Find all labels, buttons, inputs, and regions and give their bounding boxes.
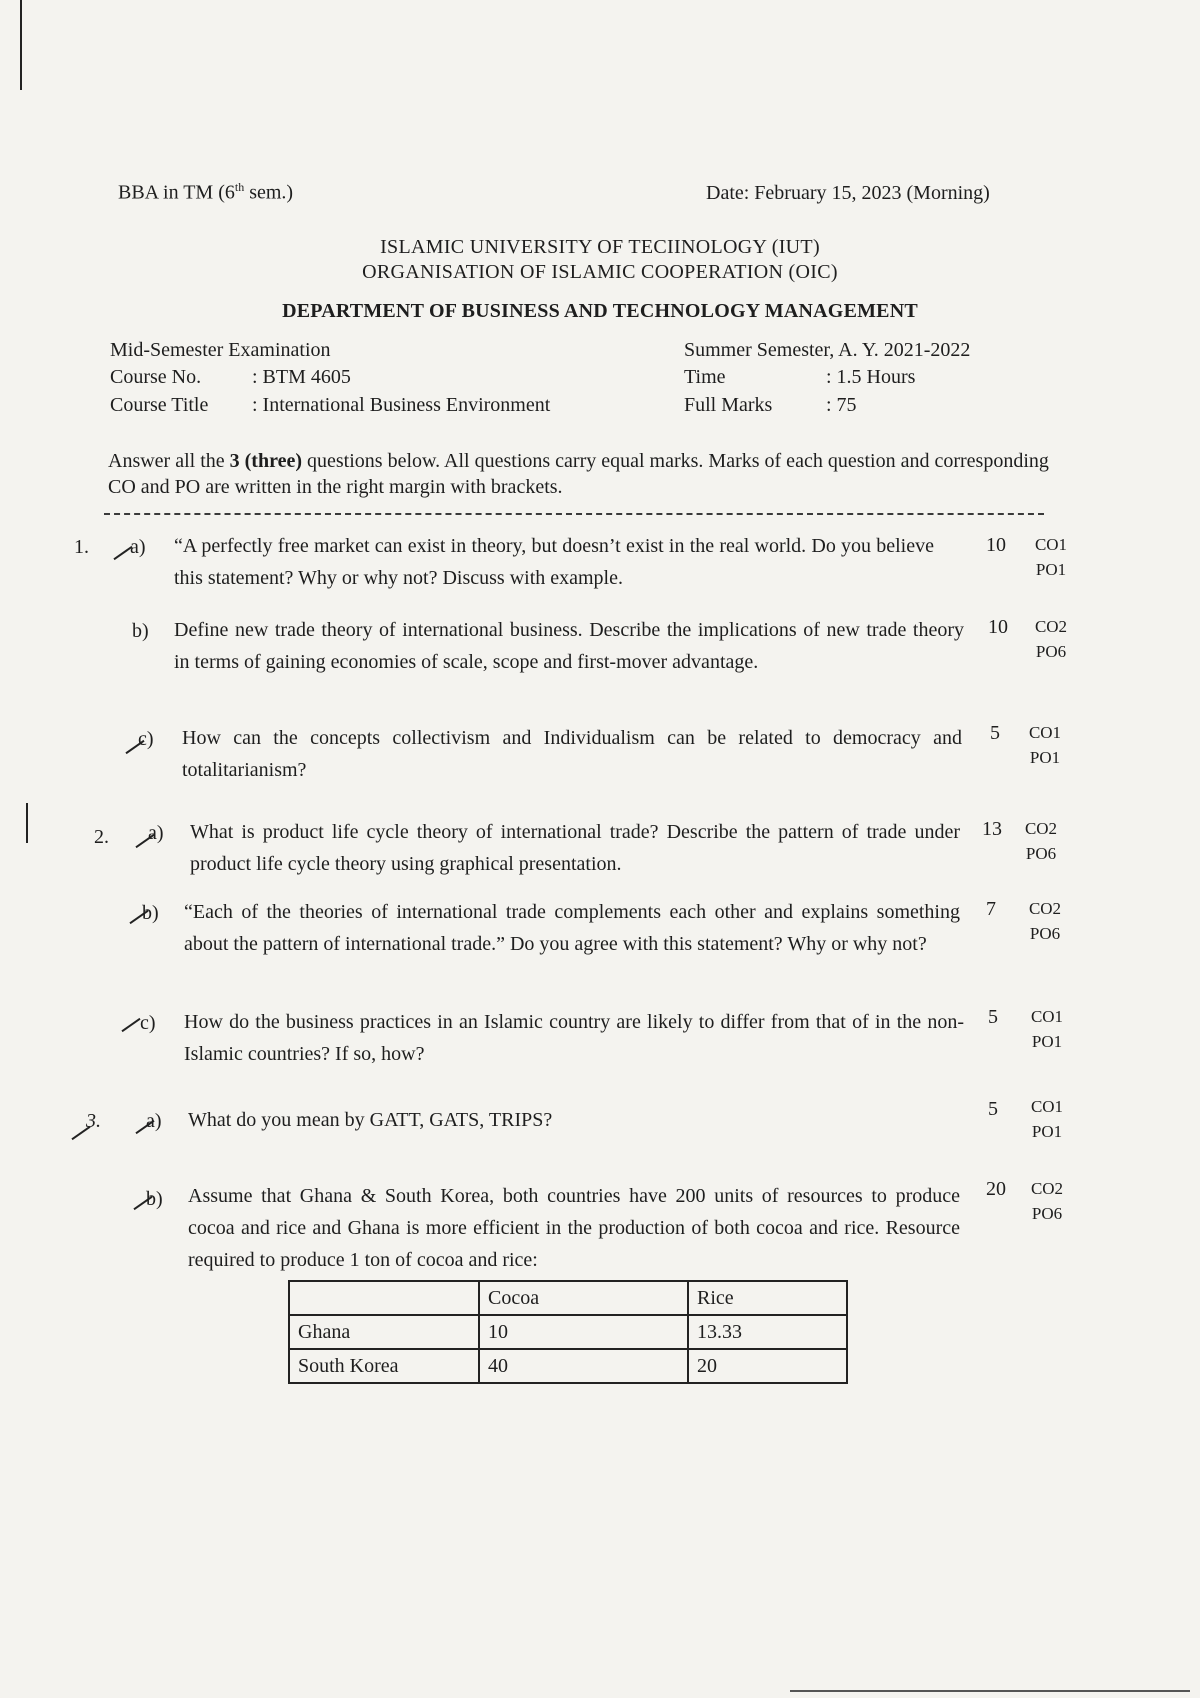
question-marks: 5 [988, 1098, 998, 1120]
semester: Summer Semester, A. Y. 2021-2022 [684, 339, 971, 361]
question-marks: 10 [988, 616, 1008, 638]
course-title: : International Business Environment [252, 394, 551, 416]
part-label: a) [146, 1110, 162, 1132]
resource-table [288, 1280, 848, 1384]
part-label: b) [132, 620, 149, 642]
part-label: b) [142, 902, 159, 924]
separator-line [104, 513, 1044, 515]
tick-mark [121, 1018, 140, 1032]
organisation-name: ORGANISATION OF ISLAMIC COOPERATION (OIC) [362, 261, 838, 283]
instructions: Answer all the 3 (three) questions below. All questions carry equal marks. Marks of each question and corresponding CO and PO are written in the right margin with brackets. [108, 450, 1049, 498]
course-title-label: Course Title [110, 394, 209, 416]
question-marks: 5 [988, 1006, 998, 1028]
university-name: ISLAMIC UNIVERSITY OF TECIINOLOGY (IUT) [380, 236, 820, 258]
table-header-cell [289, 1281, 479, 1315]
course-no: : BTM 4605 [252, 366, 351, 388]
full-marks-label: Full Marks [684, 394, 773, 416]
table-header-row [289, 1281, 847, 1315]
part-label: c) [138, 728, 154, 750]
co-po-label: CO1 PO1 [1030, 1097, 1064, 1141]
full-marks-value: : 75 [826, 394, 857, 416]
part-label: c) [140, 1012, 156, 1034]
question-text: What do you mean by GATT, GATS, TRIPS? [188, 1109, 553, 1131]
question-marks: 7 [986, 898, 996, 920]
table-cell: 13.33 [688, 1315, 847, 1349]
question-text: “Each of the theories of international trade complements each other and explains something about the pattern of international trade.” Do you agree with this statement? Why or why not? [184, 901, 960, 955]
question-marks: 20 [986, 1178, 1006, 1200]
question-marks: 10 [986, 534, 1006, 556]
table-cell: 40 [479, 1349, 688, 1383]
table-header-cell: Cocoa [479, 1281, 688, 1315]
table-cell: Ghana [289, 1315, 479, 1349]
course-no-label: Course No. [110, 366, 202, 388]
question-number: 2. [94, 826, 109, 848]
table-row [289, 1349, 847, 1383]
part-label: a) [148, 822, 164, 844]
co-po-label: CO2 PO6 [1028, 899, 1062, 943]
co-po-label: CO2 PO6 [1034, 617, 1068, 661]
question-text: What is product life cycle theory of international trade? Describe the pattern of trade under product life cycle theory using graphical presentation. [190, 821, 960, 875]
co-po-label: CO1 PO1 [1028, 723, 1062, 767]
co-po-label: CO2 PO6 [1024, 819, 1058, 863]
co-po-label: CO1 PO1 [1034, 535, 1068, 579]
question-number: 3. [86, 1110, 101, 1132]
co-po-label: CO2 PO6 [1030, 1179, 1064, 1223]
time-value: : 1.5 Hours [826, 366, 916, 388]
question-number: 1. [74, 536, 89, 558]
question-text: “A perfectly free market can exist in theory, but doesn’t exist in the real world. Do you believe this statement? Why or why not? Discuss with example. [174, 535, 934, 589]
program-label: BBA in TM (6th sem.) [118, 180, 294, 204]
part-label: b) [146, 1188, 163, 1210]
question-text: How can the concepts collectivism and Individualism can be related to democracy and totalitarianism? [182, 727, 962, 781]
table-row [289, 1315, 847, 1349]
question-text: How do the business practices in an Islamic country are likely to differ from that of in the non-Islamic countries? If so, how? [184, 1011, 964, 1065]
time-label: Time [684, 366, 726, 388]
department-name: DEPARTMENT OF BUSINESS AND TECHNOLOGY MANAGEMENT [282, 300, 918, 322]
scan-bottom-line [790, 1690, 1190, 1692]
exam-name: Mid-Semester Examination [110, 339, 331, 361]
scan-edge-mark [26, 803, 28, 843]
table-cell: South Korea [289, 1349, 479, 1383]
question-text: Define new trade theory of international business. Describe the implications of new trade theory in terms of gaining economies of scale, scope and first-mover advantage. [174, 619, 964, 673]
co-po-label: CO1 PO1 [1030, 1007, 1064, 1051]
question-text: Assume that Ghana & South Korea, both countries have 200 units of resources to produce cocoa and rice and Ghana is more efficient in the production of both cocoa and rice. Resource required to produce 1 ton of cocoa and rice: [188, 1185, 960, 1271]
table-header-cell: Rice [688, 1281, 847, 1315]
question-marks: 13 [982, 818, 1002, 840]
exam-date: Date: February 15, 2023 (Morning) [706, 182, 990, 204]
part-label: a) [130, 536, 146, 558]
table-cell: 10 [479, 1315, 688, 1349]
scan-edge-mark [20, 0, 22, 90]
question-marks: 5 [990, 722, 1000, 744]
table-cell: 20 [688, 1349, 847, 1383]
